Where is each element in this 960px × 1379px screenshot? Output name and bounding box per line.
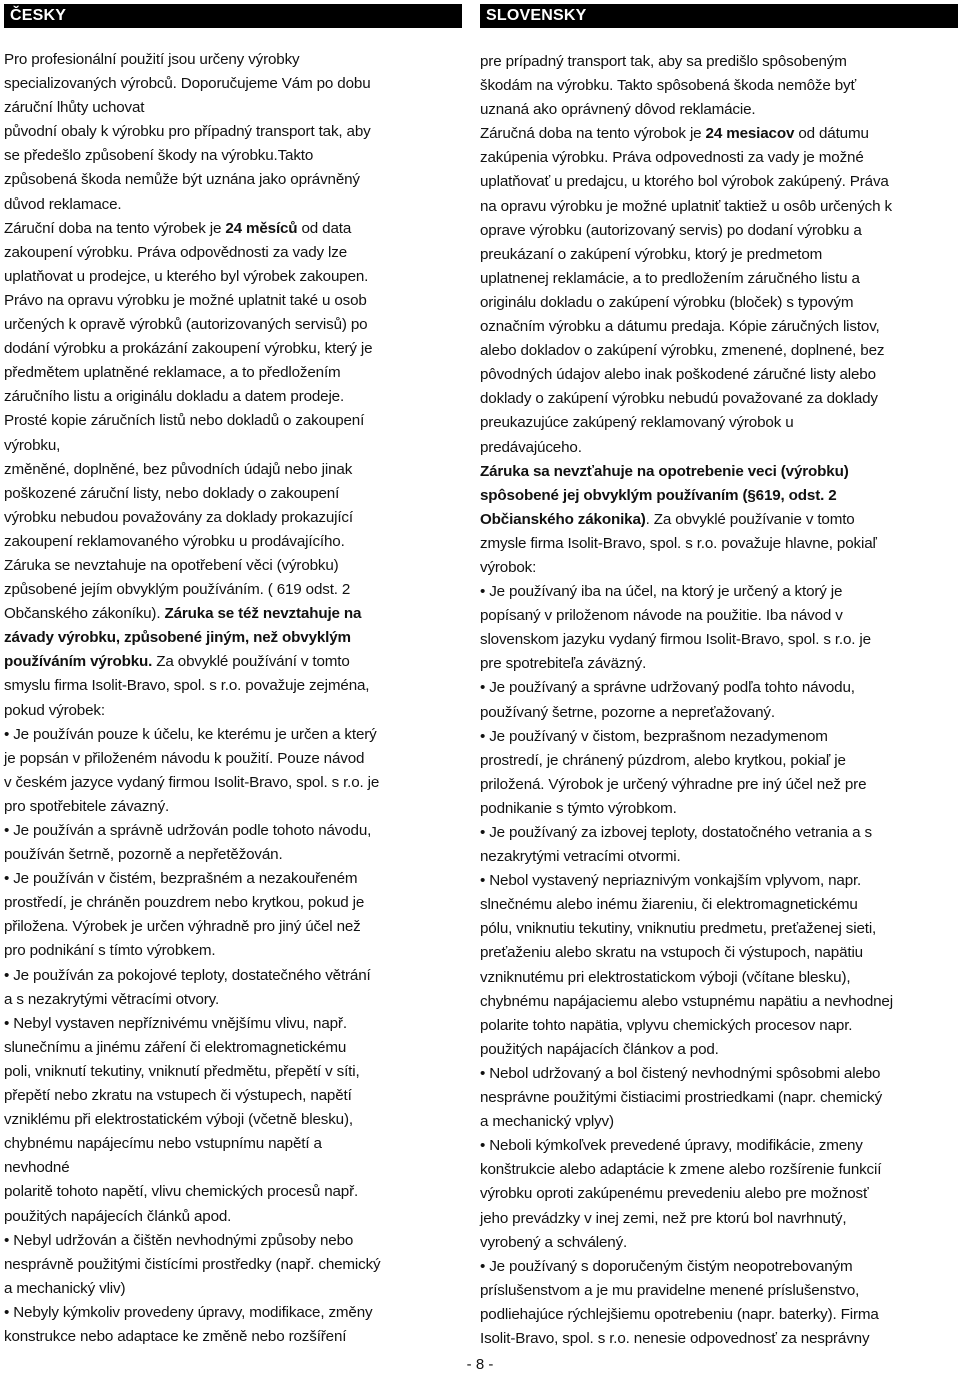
text-line — [480, 98, 958, 122]
text-line — [4, 482, 462, 506]
text-line — [4, 626, 462, 650]
text-run: použitých napájacích článkov a pod. — [480, 1040, 719, 1058]
text-line — [4, 1301, 462, 1325]
text-run: • Je používán pouze k účelu, ke kterému je určen a který — [4, 725, 377, 743]
text-line — [480, 845, 958, 869]
text-run: • Je používán v čistém, bezprašném a nezakouřeném — [4, 870, 358, 888]
text-run: zakúpenia výrobku. Práva odpovednosti za vady je možné — [480, 149, 864, 167]
text-line — [4, 674, 462, 698]
text-line — [480, 387, 958, 411]
bold-text-run: Občianského zákonika) — [480, 510, 646, 528]
text-run: slovenskom jazyku vydaný firmou Isolit-Bravo, spol. s r.o. je — [480, 631, 871, 649]
text-line — [480, 628, 958, 652]
text-run: nevhodné — [4, 1159, 70, 1177]
text-run: se předešlo způsobení škody na výrobku.Takto — [4, 147, 314, 165]
text-run: Pro profesionální použití jsou určeny výrobky — [4, 51, 300, 68]
text-line — [480, 1038, 958, 1062]
text-line — [4, 1132, 462, 1156]
text-run: nesprávne použitými čistiacimi prostriedkami (napr. chemický — [480, 1089, 883, 1107]
text-run: pokud výrobek: — [4, 701, 105, 719]
text-run: od data — [297, 219, 352, 237]
text-run: • Nebyly kýmkoliv provedeny úpravy, modifikace, změny — [4, 1303, 373, 1321]
text-run: chybnému napájecímu nebo vstupnímu napětí a — [4, 1135, 322, 1153]
text-line — [480, 411, 958, 435]
text-line — [4, 747, 462, 771]
text-run: originálu dokladu o zakúpení výrobku (bloček) s typovým — [480, 293, 854, 311]
text-line — [480, 508, 958, 532]
text-line — [4, 1229, 462, 1253]
text-run: specializovaných výrobců. Doporučujeme Vám po dobu — [4, 75, 371, 93]
text-line — [4, 1156, 462, 1180]
text-run: • Je používán za pokojové teploty, dostatečného větrání — [4, 966, 371, 984]
text-line — [480, 1134, 958, 1158]
text-line — [4, 1205, 462, 1229]
text-run: prostředí, je chráněn pouzdrem nebo krytkou, pokud je — [4, 894, 365, 912]
text-run: přepětí nebo zkratu na vstupech či výstupech, napětí — [4, 1087, 352, 1105]
text-line — [480, 676, 958, 700]
text-line — [4, 96, 462, 120]
bold-text-run: 24 mesiacov — [705, 125, 795, 143]
text-run: způsobené jejím obvyklým používáním. ( 619 odst. 2 — [4, 581, 351, 599]
text-run: • Je používaný s doporučeným čistým neopotrebovaným — [480, 1257, 853, 1275]
text-line — [480, 701, 958, 725]
text-run: Za obvyklé používání v tomto — [152, 653, 350, 671]
text-run: alebo dokladov o zakúpení výrobku, zmenené, doplnené, bez — [480, 342, 885, 360]
page-number: - 8 - — [466, 1356, 494, 1373]
text-line — [4, 964, 462, 988]
text-line — [480, 219, 958, 243]
text-line — [4, 409, 462, 433]
text-run: • Je používaný v čistom, bezprašnom nezadymenom — [480, 727, 828, 745]
text-line — [480, 195, 958, 219]
text-line — [4, 241, 462, 265]
text-run: Isolit-Bravo, spol. s r.o. nenesie odpovednosť za nesprávny — [480, 1329, 870, 1347]
text-line — [4, 120, 462, 144]
text-line — [4, 578, 462, 602]
text-run: zakoupení výrobku. Práva odpovědnosti za vady lze — [4, 243, 348, 261]
text-line — [480, 1062, 958, 1086]
text-line — [480, 50, 958, 74]
text-line — [4, 1325, 462, 1349]
text-run: uplatnenej reklamácie, a to predložením záručného listu a — [480, 269, 860, 287]
text-run: vzniknutému pri elektrostatickom výboji (včítane blesku), — [480, 968, 851, 986]
text-run: na opravu výrobku je možné uplatniť taktiež u osôb určených k — [480, 197, 892, 215]
text-line — [480, 363, 958, 387]
bold-text-run: používáním výrobku. — [4, 653, 153, 671]
text-run: v českém jazyce vydaný firmou Isolit-Bravo, spol. s r.o. je — [4, 773, 380, 791]
text-line — [4, 434, 462, 458]
text-run: a s nezakrytými větracími otvory. — [4, 990, 220, 1008]
text-run: • Neboli kýmkoľvek prevedené úpravy, modifikácie, zmeny — [480, 1137, 863, 1155]
text-line — [480, 797, 958, 821]
text-line — [4, 193, 462, 217]
text-line — [480, 869, 958, 893]
text-line — [480, 460, 958, 484]
text-run: polaritě tohoto napětí, vlivu chemických procesů např. — [4, 1183, 359, 1201]
text-run: predávajúceho. — [480, 438, 582, 456]
text-run: předmětem uplatněné reklamace, a to předložením — [4, 364, 341, 382]
text-line — [480, 267, 958, 291]
bold-text-run: závady výrobku, způsobené jiným, než obvyklým — [4, 629, 351, 647]
text-line — [4, 337, 462, 361]
text-line — [480, 122, 958, 146]
text-run: od dátumu — [794, 125, 869, 143]
text-line — [4, 1108, 462, 1132]
text-line — [480, 773, 958, 797]
text-run: záručního listu a originálu dokladu a datem prodeje. — [4, 388, 345, 406]
czech-column — [4, 0, 462, 1349]
text-run: používán šetrně, pozorně a nepřetěžován. — [4, 846, 283, 864]
text-line — [4, 1277, 462, 1301]
text-line — [480, 556, 958, 580]
text-run: konstrukce nebo adaptace ke změně nebo rozšíření — [4, 1327, 347, 1345]
text-line — [480, 532, 958, 556]
text-run: změněné, doplněné, bez původních údajů nebo jinak — [4, 460, 353, 478]
text-run: poškozené záruční listy, nebo doklady o zakoupení — [4, 484, 340, 502]
text-line — [4, 771, 462, 795]
text-run: je popsán v přiloženém návodu k použití. Pouze návod — [4, 749, 365, 767]
slovak-warranty-text — [480, 50, 958, 1351]
text-run: prostredí, je chránený púzdrom, alebo krytkou, pokiaľ je — [480, 751, 846, 769]
text-line — [4, 217, 462, 241]
text-line — [4, 915, 462, 939]
text-run: dodání výrobku a prokázání zakoupení výrobku, který je — [4, 340, 373, 358]
text-run: Záruka se nevztahuje na opotřebení věci (výrobku) — [4, 556, 339, 574]
text-line — [4, 867, 462, 891]
text-line — [4, 144, 462, 168]
text-line — [4, 458, 462, 482]
text-line — [480, 966, 958, 990]
slovak-column — [480, 0, 958, 1351]
text-run: chybnému napájaciemu alebo vstupnému napätiu a nevhodnej — [480, 992, 893, 1010]
text-run: • Nebol vystavený nepriaznivým vonkajším vplyvom, napr. — [480, 872, 862, 890]
text-run: výrobku, — [4, 436, 61, 454]
text-line — [480, 1327, 958, 1351]
text-run: preukazujúce zakúpený reklamovaný výrobok u — [480, 414, 794, 432]
text-line — [480, 893, 958, 917]
text-run: jeho prevádzky v inej zemi, než pre ktorú bol navrhnutý, — [480, 1209, 847, 1227]
text-line — [480, 484, 958, 508]
text-run: vyrobený a schválený. — [480, 1233, 628, 1251]
text-line — [4, 1180, 462, 1204]
text-run: polarite tohto napätia, vplyvu chemických procesov napr. — [480, 1016, 853, 1034]
text-line — [480, 1231, 958, 1255]
text-run: uplatňovat u prodejce, u kterého byl výrobek zakoupen. — [4, 267, 369, 285]
text-run: pro podnikání s tímto výrobkem. — [4, 942, 216, 960]
text-line — [4, 650, 462, 674]
text-line — [4, 1253, 462, 1277]
text-run: Prosté kopie záručních listů nebo dokladů o zakoupení — [4, 412, 365, 430]
text-line — [480, 1086, 958, 1110]
text-run: • Je používaný a správne udržovaný podľa tohto návodu, — [480, 679, 855, 697]
text-line — [480, 243, 958, 267]
text-line — [480, 749, 958, 773]
text-run: Záručná doba na tento výrobok je — [480, 125, 706, 143]
text-line — [480, 580, 958, 604]
text-line — [4, 1084, 462, 1108]
text-line — [4, 48, 462, 72]
text-run: . Za obvyklé používanie v tomto — [645, 510, 855, 528]
text-line — [480, 941, 958, 965]
text-line — [4, 1060, 462, 1084]
slovak-section-header: SLOVENSKY — [480, 4, 958, 28]
text-run: smyslu firma Isolit-Bravo, spol. s r.o. považuje zejména, — [4, 677, 370, 695]
text-line — [4, 602, 462, 626]
text-line — [4, 530, 462, 554]
text-line — [4, 168, 462, 192]
text-run: označním výrobku a dátumu predaja. Kópie záručných listov, — [480, 318, 880, 336]
text-line — [480, 1014, 958, 1038]
text-line — [480, 725, 958, 749]
text-run: • Nebyl udržován a čištěn nevhodnými způsoby nebo — [4, 1231, 354, 1249]
text-line — [480, 170, 958, 194]
text-line — [480, 339, 958, 363]
text-line — [480, 436, 958, 460]
text-run: výrobku oproti zakúpenému prevedeniu alebo pre možnosť — [480, 1185, 869, 1203]
text-line — [4, 843, 462, 867]
text-line — [4, 506, 462, 530]
text-run: nezakrytými vetracími otvormi. — [480, 848, 681, 866]
text-run: přiložena. Výrobek je určen výhradně pro jiný účel než — [4, 918, 361, 936]
text-run: pro spotřebitele závazný. — [4, 797, 170, 815]
text-line — [480, 74, 958, 98]
text-run: uplatňovať u predajcu, u ktorého bol výrobok zakúpený. Práva — [480, 173, 889, 191]
text-line — [480, 291, 958, 315]
text-line — [480, 315, 958, 339]
text-line — [4, 289, 462, 313]
text-line — [480, 652, 958, 676]
czech-section-header: ČESKY — [4, 4, 462, 28]
text-run: uznaná ako oprávnený dôvod reklamácie. — [480, 101, 756, 119]
text-line — [480, 146, 958, 170]
text-line — [4, 385, 462, 409]
text-run: pre spotrebiteľa záväzný. — [480, 655, 647, 673]
text-line — [4, 723, 462, 747]
text-line — [480, 604, 958, 628]
text-run: Záruční doba na tento výrobek je — [4, 219, 226, 237]
text-line — [480, 1158, 958, 1182]
text-run: použitých napájecích článků apod. — [4, 1207, 232, 1225]
text-run: způsobená škoda nemůže být uznána jako oprávněný — [4, 171, 360, 189]
text-line — [4, 361, 462, 385]
text-run: popísaný v priloženom návode na použitie. Iba návod v — [480, 607, 843, 625]
text-run: doklady o zakúpení výrobku nebudú považované za doklady — [480, 390, 878, 408]
bold-text-run: Záruka sa nevzťahuje na opotrebenie veci (výrobku) — [480, 462, 849, 480]
text-run: pôvodných údajov alebo inak poškodené záručné listy alebo — [480, 366, 876, 384]
text-run: určených k opravě výrobků (autorizovaných servisů) po — [4, 316, 368, 334]
text-line — [480, 1255, 958, 1279]
text-run: poli, vniknutí tekutiny, vniknutí předmětu, přepětí v síti, — [4, 1062, 360, 1080]
text-run: a mechanický vliv) — [4, 1279, 126, 1297]
text-line — [480, 821, 958, 845]
text-run: výrobok: — [480, 558, 537, 576]
text-run: záruční lhůty uchovat — [4, 99, 145, 117]
text-run: důvod reklamace. — [4, 195, 122, 213]
text-run: • Je používaný za izbovej teploty, dostatočného vetrania a s — [480, 824, 872, 841]
text-run: a mechanický vplyv) — [480, 1113, 614, 1131]
text-run: původní obaly k výrobku pro případný transport tak, aby — [4, 123, 371, 141]
text-run: Občanského zákoníku). — [4, 605, 165, 623]
text-line — [4, 72, 462, 96]
text-line — [4, 819, 462, 843]
text-run: • Nebyl vystaven nepříznivému vnějšímu vlivu, např. — [4, 1014, 347, 1032]
text-line — [4, 554, 462, 578]
text-line — [4, 265, 462, 289]
text-run: zmysle firma Isolit-Bravo, spol. s r.o. považuje hlavne, pokiaľ — [480, 534, 877, 552]
text-line — [4, 313, 462, 337]
text-line — [480, 990, 958, 1014]
text-run: zakoupení reklamovaného výrobku u prodávajícího. — [4, 532, 345, 550]
text-run: • Je používaný iba na účel, na ktorý je určený a ktorý je — [480, 583, 843, 601]
text-run: slnečnému alebo inému žiareniu, či elektromagnetickému — [480, 896, 858, 914]
text-run: používaný šetrne, pozorne a nepreťažovaný. — [480, 703, 775, 721]
text-run: • Je používán a správně udržován podle tohoto návodu, — [4, 822, 372, 839]
text-line — [480, 1110, 958, 1134]
text-run: preťaženiu alebo skratu na vstupoch či výstupoch, napätiu — [480, 944, 863, 962]
text-line — [4, 988, 462, 1012]
text-run: škodám na výrobku. Takto spôsobená škoda nemôže byť — [480, 77, 856, 95]
text-line — [480, 1182, 958, 1206]
text-run: pre prípadný transport tak, aby sa predišlo spôsobeným — [480, 53, 847, 70]
text-run: výrobku nebudou považovány za doklady prokazující — [4, 508, 353, 526]
text-run: slunečnímu a jinému záření či elektromagnetickému — [4, 1038, 347, 1056]
text-run: preukázaní o zakúpení výrobku, ktorý je predmetom — [480, 245, 823, 263]
text-run: konštrukcie alebo adaptácie k zmene alebo rozšírenie funkcií — [480, 1161, 882, 1179]
bold-text-run: 24 měsíců — [225, 219, 298, 237]
czech-warranty-text — [4, 48, 462, 1349]
text-line — [4, 795, 462, 819]
text-run: Právo na opravu výrobku je možné uplatnit také u osob — [4, 291, 367, 309]
text-run: • Nebol udržovaný a bol čistený nevhodnými spôsobmi alebo — [480, 1064, 881, 1082]
text-run: príslušenstvom a je mu pravidelne menené príslušenstvo, — [480, 1281, 860, 1299]
text-line — [4, 1012, 462, 1036]
text-run: podliehajúce rýchlejšiemu opotrebeniu (napr. baterky). Firma — [480, 1305, 879, 1323]
text-run: priložená. Výrobok je určený výhradne pre iný účel než pre — [480, 775, 867, 793]
text-line — [480, 917, 958, 941]
text-line — [480, 1303, 958, 1327]
text-line — [4, 939, 462, 963]
text-line — [480, 1207, 958, 1231]
text-line — [4, 699, 462, 723]
text-run: nesprávně použitými čistícími prostředky (např. chemický — [4, 1255, 381, 1273]
bold-text-run: Záruka se též nevztahuje na — [164, 605, 362, 623]
text-run: vzniklému při elektrostatickém výboji (včetně blesku), — [4, 1111, 353, 1129]
text-run: podnikanie s týmto výrobkom. — [480, 799, 677, 817]
text-line — [4, 1036, 462, 1060]
text-run: pólu, vniknutiu tekutiny, vniknutiu predmetu, preťaženej sieti, — [480, 920, 877, 938]
text-line — [480, 1279, 958, 1303]
text-run: oprave výrobku (autorizovaný servis) po dodaní výrobku a — [480, 221, 862, 239]
text-line — [4, 891, 462, 915]
bold-text-run: spôsobené jej obvyklým používaním (§619, odst. 2 — [480, 486, 837, 504]
